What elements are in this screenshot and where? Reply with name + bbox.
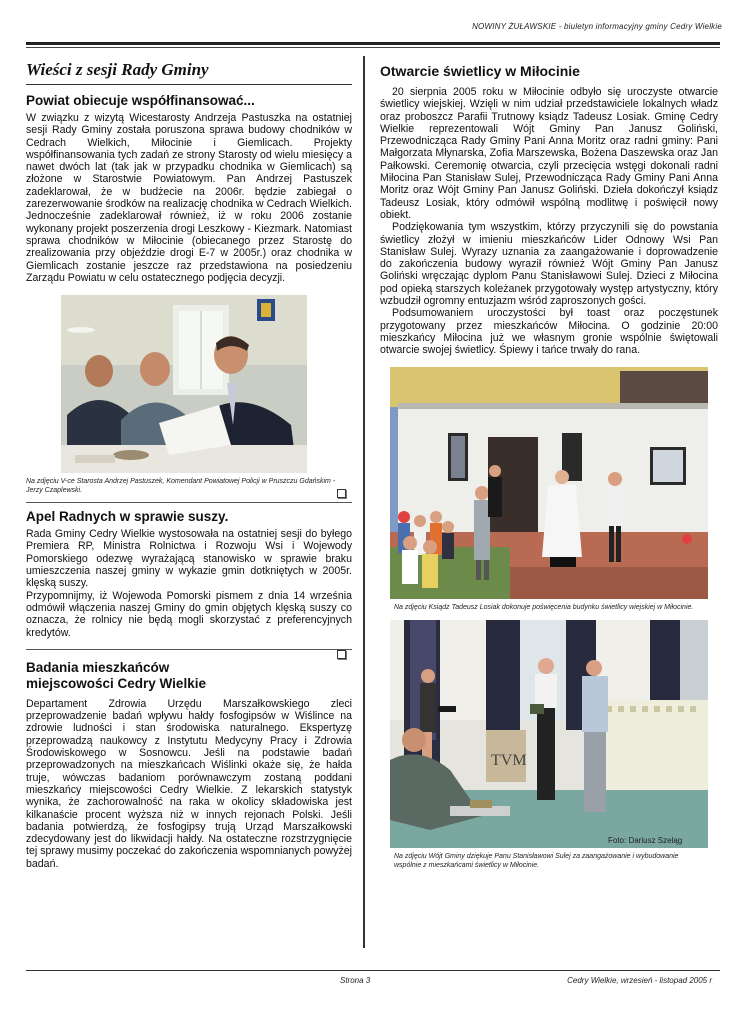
- tvm-sign-text: TVM: [491, 751, 527, 769]
- checkbox-icon: [337, 489, 346, 498]
- photo-credit: Foto: Dariusz Szeląg: [608, 835, 683, 845]
- checkbox-icon: [337, 650, 346, 659]
- article-title-badania-line2: miejscowości Cedry Wielkie: [26, 675, 206, 691]
- article-divider: [26, 502, 352, 503]
- article-title-otwarcie: Otwarcie świetlicy w Miłocinie: [380, 63, 580, 79]
- article-title-apel: Apel Radnych w sprawie suszy.: [26, 509, 229, 525]
- article-body-apel: Rada Gminy Cedry Wielkie wystosowała na ostatniej sesji do byłego Premiera RP, Ministra Rolnictwa i Rozwoju Wsi i Wojewody Pomorskiego odezwę wyrażającą stanowisko w sprawie braku umieszczenia naszej gminy w wykazie gmin dotkniętych w 2005r. klęską suszy. Przypomnijmy, iż Wojewoda Pomorski pismem z dnia 14 września odmówił włączenia naszej Gminy do gmin objętych klęską suszy co oznacza, że rolnicy nie będą mogli skorzystać z preferencyjnych kredytów.: [26, 528, 352, 639]
- blessing-photo-illustration: [390, 367, 708, 599]
- article-body-otwarcie-p2: Podziękowania tym wszystkim, którzy przyczynili się do powstania świetlicy złożył w imieniu mieszkańców Lider Odnowy Wsi Pan Stanisław Sulej. Wyrazy uznania za zaangażowanie i doprowadzenie do zakończenia budowy wyraził również Wójt Gminy Pan Janusz Goliński wręczając dyplom Panu Stanisławowi Sulej. Dzieci z Miłocina pod opieką starszych koleżanek przygotowały występ artystyczny, który wzbudził ogromny entuzjazm wśród zaproszonych gości.: [380, 221, 718, 308]
- photo-thanks: [390, 620, 708, 848]
- article-body-otwarcie-p3: Podsumowaniem uroczystości był toast oraz poczęstunek przygotowany przez mieszkańców Miłocina. O godzinie 20:00 mieszkańcy Miłocina już we własnym gronie wspólnie świętowali otwarcie swojej świetlicy. Śpiewy i tańce trwały do rana.: [380, 307, 718, 357]
- header-rule-thick: [26, 42, 720, 45]
- column-divider: [363, 56, 365, 948]
- section-title: Wieści z sesji Rady Gminy: [26, 60, 352, 85]
- photo-caption-session: Na zdjęciu V-ce Starosta Andrzej Pastuszek, Komendant Powiatowej Policji w Pruszczu Gdańskim - Jerzy Czaplewski.: [26, 478, 336, 495]
- photo-caption-blessing: Na zdjęciu Ksiądz Tadeusz Losiak dokonuje poświęcenia budynku świetlicy wiejskiej w Miłocinie.: [394, 603, 694, 611]
- thanks-photo-illustration: [390, 620, 708, 848]
- article-body-otwarcie-p1: 20 sierpnia 2005 roku w Miłocinie odbyło się uroczyste otwarcie świetlicy wiejskiej. Wzięli w nim udział przedstawiciele lokalnych władz oraz proboszcz Parafii Trutnowy ksiądz Tadeusz Losiak. Gminę Cedry Wielkie reprezentowali Wójt Gminy Pan Janusz Goliński, Przewodnicząca Rady Gminy Pani Anna Moritz oraz radni gminy: Pani Małgorzata Młynarska, Zofia Marszewska, Bożena Daszewska oraz Jan Pałkowski. Ceremonię otwarcia, czyli przecięcia wstęgi dokonali radni Miłocina Pan Stanisław Sulej, Przewodnicząca Rady Gminy Pani Anna Moritz oraz Wójt Gminy Pan Janusz Goliński. Dzieła dokończył ksiądz Tadeusz Losiak, który odmówił wspólną modlitwę i poświęcił nowy obiekt.: [380, 86, 718, 221]
- left-column: [26, 60, 352, 870]
- session-photo-illustration: [61, 295, 307, 473]
- photo-caption-thanks: Na zdjęciu Wójt Gminy dziękuje Panu Stanisławowi Sulej za zaangażowanie i wybudowanie wspólnie z mieszkańcami świetlicy w Miłocinie.: [394, 852, 679, 869]
- footer-rule: [26, 970, 720, 971]
- article-divider: [26, 649, 352, 650]
- article-body-badania: Departament Zdrowia Urzędu Marszałkowskiego zleci przeprowadzenie badań wpływu hałdy fosfogipsów w Wiślince na zdrowie ludności i stan środowiska naturalnego. Ekspertyzę przeprowadzą naukowcy z Instytutu Medycyny Pracy i Zdrowia Środowiskowego w Sosnowcu. Jeśli na podstawie badań przeprowadzonych na mieszkańcach Wiślinki okaże się, że hałda truje, wówczas badaniom porównawczym zostaną poddani mieszkańcy miejscowości Cedry Wielkie. Z lekarskich statystyk wynika, że zachorowalność na raka w okolicy składowiska jest kilkanaście procent wyższa niż w innych rejonach Polski. Jeśli badania potwierdzą, że fosfogipsy trują Urząd Marszałkowski zdecydowany jest do likwidacji hałdy. Na ostateczne rozstrzygnięcie tej sprawy musimy poczekać do zakończenia wspomnianych powyżej badań.: [26, 697, 352, 870]
- photo-blessing: [390, 367, 708, 599]
- article-title-powiat: Powiat obiecuje współfinansować...: [26, 93, 255, 108]
- header-rule-thin: [26, 47, 720, 48]
- right-column: [380, 60, 718, 870]
- issue-info: Cedry Wielkie, wrzesień - listopad 2005 r: [567, 976, 712, 985]
- article-title-badania-line1: Badania mieszkańców: [26, 659, 170, 675]
- photo-session-meeting: [61, 295, 307, 473]
- page-number: Strona 3: [340, 976, 371, 985]
- running-header: NOWINY ŻUŁAWSKIE - biuletyn informacyjny gminy Cedry Wielkie: [472, 22, 722, 31]
- article-body-powiat: W związku z wizytą Wicestarosty Andrzeja Pastuszka na ostatniej sesji Rady Gminy została poruszona sprawa budowy chodników w Cedrach Wielkich, Miłocinie i Giemlicach. Projekty współfinansowania tych zadań ze strony Starosty od wielu miesięcy a nawet dwóch lat (tak jak w przypadku chodnika w Giemlicach) są złożone w Starostwie Powiatowym. Pan Andrzej Pastuszek zadeklarował, że w budżecie na 2006r. będzie zabiegał o zarezerwowanie środków na realizację chodnika w Cedrach Wielkich. Jednocześnie zadeklarował również, iż w roku 2006 zostanie wykonany projekt poszerzenia drogi Leszkowy - Kiezmark. Natomiast sprawa chodników w Miłocinie (obiecanego przez Starostę do zrealizowania przy objeździe drogi E-7 w 2005r.) oraz chodnika w Giemlicach zostanie jeszcze raz przedstawiona na posiedzeniu Zarządu Powiatu w celu ostatecznego podjęcia decyzji.: [26, 112, 352, 284]
